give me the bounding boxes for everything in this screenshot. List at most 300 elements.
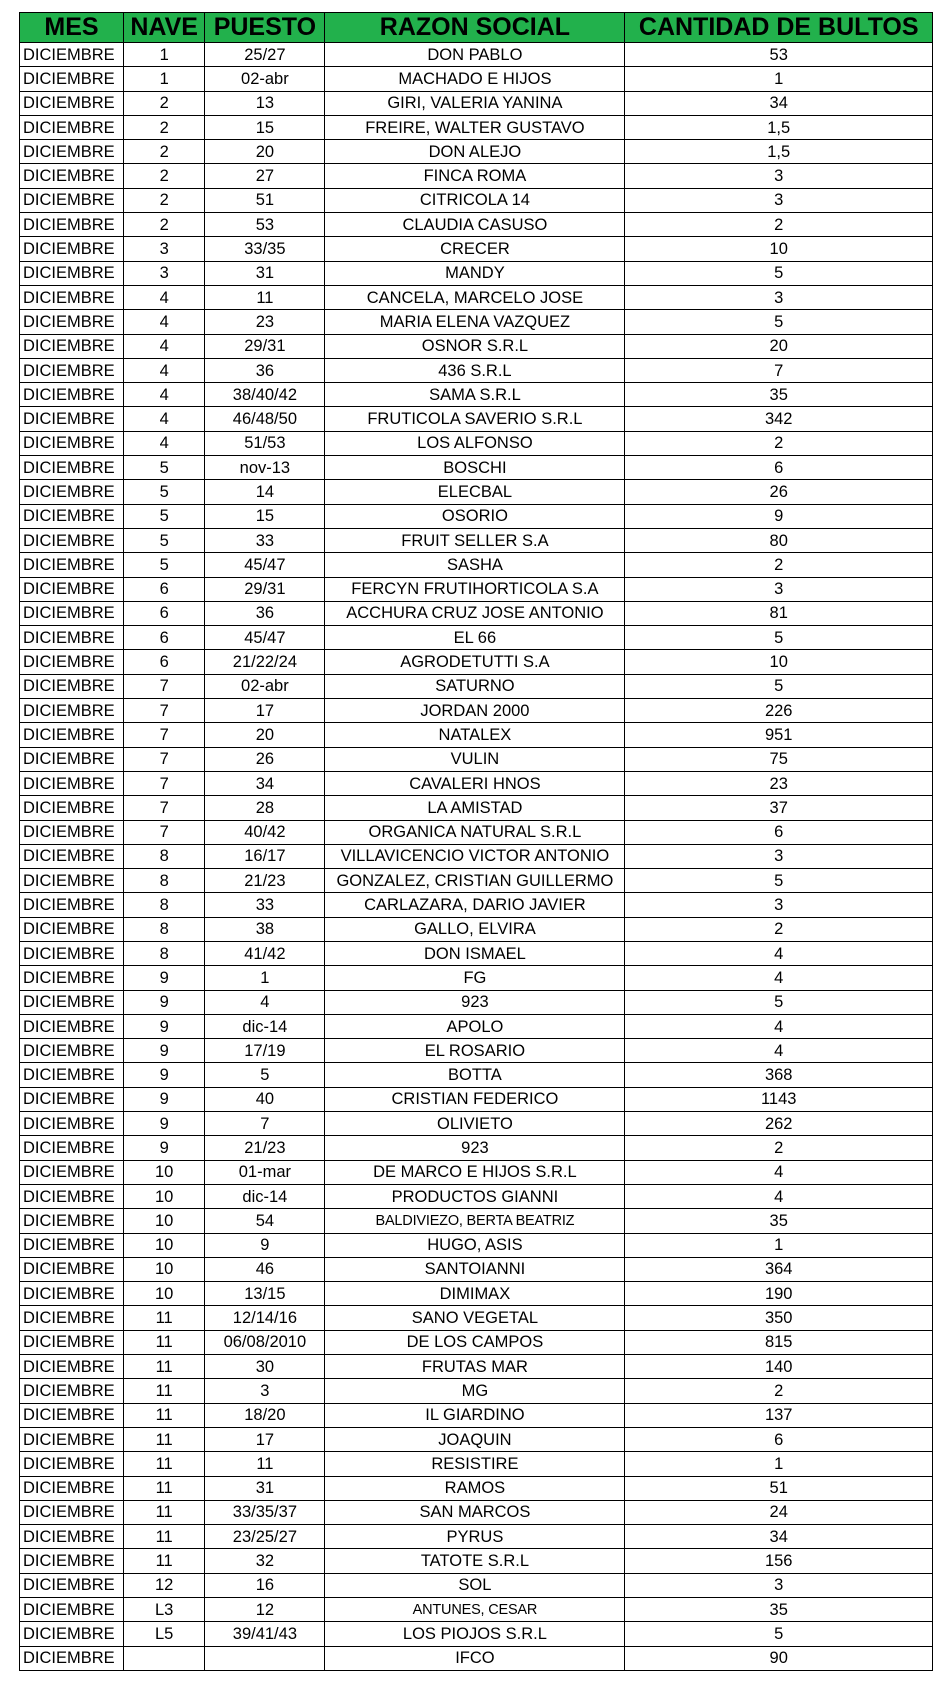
puesto-cell[interactable]: 46/48/50: [205, 407, 325, 431]
razon-social-cell[interactable]: DON ALEJO: [325, 140, 625, 164]
cantidad-cell[interactable]: 53: [625, 43, 933, 67]
mes-cell[interactable]: DICIEMBRE: [20, 261, 124, 285]
cantidad-cell[interactable]: 10: [625, 650, 933, 674]
puesto-cell[interactable]: 02-abr: [205, 674, 325, 698]
nave-cell[interactable]: 7: [123, 796, 204, 820]
nave-cell[interactable]: 2: [123, 164, 204, 188]
header-cantidad-de-bultos[interactable]: CANTIDAD DE BULTOS: [625, 13, 933, 43]
nave-cell[interactable]: 6: [123, 650, 204, 674]
mes-cell[interactable]: DICIEMBRE: [20, 407, 124, 431]
cantidad-cell[interactable]: 4: [625, 1039, 933, 1063]
puesto-cell[interactable]: 53: [205, 213, 325, 237]
razon-social-cell[interactable]: DIMIMAX: [325, 1282, 625, 1306]
header-puesto[interactable]: PUESTO: [205, 13, 325, 43]
nave-cell[interactable]: 7: [123, 771, 204, 795]
cantidad-cell[interactable]: 5: [625, 1622, 933, 1646]
razon-social-cell[interactable]: FG: [325, 966, 625, 990]
cantidad-cell[interactable]: 5: [625, 990, 933, 1014]
razon-social-cell[interactable]: GONZALEZ, CRISTIAN GUILLERMO: [325, 869, 625, 893]
nave-cell[interactable]: 1: [123, 67, 204, 91]
mes-cell[interactable]: DICIEMBRE: [20, 1549, 124, 1573]
nave-cell[interactable]: 3: [123, 237, 204, 261]
puesto-cell[interactable]: 20: [205, 140, 325, 164]
nave-cell[interactable]: 11: [123, 1355, 204, 1379]
cantidad-cell[interactable]: 2: [625, 431, 933, 455]
cantidad-cell[interactable]: 3: [625, 164, 933, 188]
cantidad-cell[interactable]: 5: [625, 674, 933, 698]
nave-cell[interactable]: 4: [123, 407, 204, 431]
cantidad-cell[interactable]: 1,5: [625, 140, 933, 164]
cantidad-cell[interactable]: 35: [625, 1598, 933, 1622]
razon-social-cell[interactable]: FERCYN FRUTIHORTICOLA S.A: [325, 577, 625, 601]
nave-cell[interactable]: 9: [123, 1014, 204, 1038]
razon-social-cell[interactable]: BOSCHI: [325, 456, 625, 480]
nave-cell[interactable]: 4: [123, 431, 204, 455]
cantidad-cell[interactable]: 262: [625, 1112, 933, 1136]
nave-cell[interactable]: 2: [123, 115, 204, 139]
mes-cell[interactable]: DICIEMBRE: [20, 1306, 124, 1330]
cantidad-cell[interactable]: 4: [625, 1184, 933, 1208]
razon-social-cell[interactable]: RESISTIRE: [325, 1452, 625, 1476]
puesto-cell[interactable]: 17/19: [205, 1039, 325, 1063]
cantidad-cell[interactable]: 6: [625, 1427, 933, 1451]
cantidad-cell[interactable]: 137: [625, 1403, 933, 1427]
cantidad-cell[interactable]: 190: [625, 1282, 933, 1306]
header-nave[interactable]: NAVE: [123, 13, 204, 43]
razon-social-cell[interactable]: SANO VEGETAL: [325, 1306, 625, 1330]
razon-social-cell[interactable]: PRODUCTOS GIANNI: [325, 1184, 625, 1208]
cantidad-cell[interactable]: 2: [625, 1136, 933, 1160]
razon-social-cell[interactable]: SAMA S.R.L: [325, 383, 625, 407]
mes-cell[interactable]: DICIEMBRE: [20, 1646, 124, 1670]
mes-cell[interactable]: DICIEMBRE: [20, 1525, 124, 1549]
mes-cell[interactable]: DICIEMBRE: [20, 1087, 124, 1111]
mes-cell[interactable]: DICIEMBRE: [20, 820, 124, 844]
puesto-cell[interactable]: 33/35: [205, 237, 325, 261]
puesto-cell[interactable]: 14: [205, 480, 325, 504]
puesto-cell[interactable]: 17: [205, 1427, 325, 1451]
razon-social-cell[interactable]: SASHA: [325, 553, 625, 577]
mes-cell[interactable]: DICIEMBRE: [20, 796, 124, 820]
razon-social-cell[interactable]: 923: [325, 990, 625, 1014]
puesto-cell[interactable]: 1: [205, 966, 325, 990]
razon-social-cell[interactable]: BOTTA: [325, 1063, 625, 1087]
cantidad-cell[interactable]: 226: [625, 699, 933, 723]
mes-cell[interactable]: DICIEMBRE: [20, 1452, 124, 1476]
mes-cell[interactable]: DICIEMBRE: [20, 1112, 124, 1136]
razon-social-cell[interactable]: PYRUS: [325, 1525, 625, 1549]
razon-social-cell[interactable]: FRUIT SELLER S.A: [325, 528, 625, 552]
puesto-cell[interactable]: 20: [205, 723, 325, 747]
razon-social-cell[interactable]: CRECER: [325, 237, 625, 261]
puesto-cell[interactable]: 21/23: [205, 869, 325, 893]
puesto-cell[interactable]: 28: [205, 796, 325, 820]
razon-social-cell[interactable]: EL ROSARIO: [325, 1039, 625, 1063]
nave-cell[interactable]: 11: [123, 1549, 204, 1573]
cantidad-cell[interactable]: 5: [625, 869, 933, 893]
mes-cell[interactable]: DICIEMBRE: [20, 480, 124, 504]
mes-cell[interactable]: DICIEMBRE: [20, 917, 124, 941]
nave-cell[interactable]: 8: [123, 941, 204, 965]
nave-cell[interactable]: L5: [123, 1622, 204, 1646]
nave-cell[interactable]: 11: [123, 1379, 204, 1403]
nave-cell[interactable]: 9: [123, 1112, 204, 1136]
nave-cell[interactable]: [123, 1646, 204, 1670]
nave-cell[interactable]: 4: [123, 358, 204, 382]
puesto-cell[interactable]: 3: [205, 1379, 325, 1403]
nave-cell[interactable]: 2: [123, 213, 204, 237]
cantidad-cell[interactable]: 34: [625, 91, 933, 115]
cantidad-cell[interactable]: 1: [625, 67, 933, 91]
mes-cell[interactable]: DICIEMBRE: [20, 1136, 124, 1160]
razon-social-cell[interactable]: SATURNO: [325, 674, 625, 698]
nave-cell[interactable]: 10: [123, 1282, 204, 1306]
puesto-cell[interactable]: 11: [205, 285, 325, 309]
nave-cell[interactable]: 7: [123, 723, 204, 747]
razon-social-cell[interactable]: ELECBAL: [325, 480, 625, 504]
mes-cell[interactable]: DICIEMBRE: [20, 1427, 124, 1451]
cantidad-cell[interactable]: 2: [625, 553, 933, 577]
mes-cell[interactable]: DICIEMBRE: [20, 941, 124, 965]
razon-social-cell[interactable]: BALDIVIEZO, BERTA BEATRIZ: [325, 1209, 625, 1233]
mes-cell[interactable]: DICIEMBRE: [20, 1014, 124, 1038]
razon-social-cell[interactable]: 923: [325, 1136, 625, 1160]
nave-cell[interactable]: 8: [123, 893, 204, 917]
puesto-cell[interactable]: dic-14: [205, 1184, 325, 1208]
mes-cell[interactable]: DICIEMBRE: [20, 1282, 124, 1306]
razon-social-cell[interactable]: 436 S.R.L: [325, 358, 625, 382]
mes-cell[interactable]: DICIEMBRE: [20, 699, 124, 723]
cantidad-cell[interactable]: 6: [625, 456, 933, 480]
puesto-cell[interactable]: 51: [205, 188, 325, 212]
cantidad-cell[interactable]: 80: [625, 528, 933, 552]
razon-social-cell[interactable]: HUGO, ASIS: [325, 1233, 625, 1257]
razon-social-cell[interactable]: DON PABLO: [325, 43, 625, 67]
puesto-cell[interactable]: 15: [205, 504, 325, 528]
puesto-cell[interactable]: 29/31: [205, 577, 325, 601]
mes-cell[interactable]: DICIEMBRE: [20, 601, 124, 625]
cantidad-cell[interactable]: 4: [625, 1014, 933, 1038]
puesto-cell[interactable]: 27: [205, 164, 325, 188]
mes-cell[interactable]: DICIEMBRE: [20, 310, 124, 334]
nave-cell[interactable]: 8: [123, 844, 204, 868]
mes-cell[interactable]: DICIEMBRE: [20, 334, 124, 358]
mes-cell[interactable]: DICIEMBRE: [20, 140, 124, 164]
puesto-cell[interactable]: 23/25/27: [205, 1525, 325, 1549]
mes-cell[interactable]: DICIEMBRE: [20, 577, 124, 601]
mes-cell[interactable]: DICIEMBRE: [20, 91, 124, 115]
mes-cell[interactable]: DICIEMBRE: [20, 1500, 124, 1524]
mes-cell[interactable]: DICIEMBRE: [20, 431, 124, 455]
razon-social-cell[interactable]: LOS PIOJOS S.R.L: [325, 1622, 625, 1646]
puesto-cell[interactable]: 33/35/37: [205, 1500, 325, 1524]
cantidad-cell[interactable]: 3: [625, 1573, 933, 1597]
puesto-cell[interactable]: [205, 1646, 325, 1670]
puesto-cell[interactable]: 5: [205, 1063, 325, 1087]
razon-social-cell[interactable]: VILLAVICENCIO VICTOR ANTONIO: [325, 844, 625, 868]
mes-cell[interactable]: DICIEMBRE: [20, 893, 124, 917]
cantidad-cell[interactable]: 1: [625, 1452, 933, 1476]
puesto-cell[interactable]: 51/53: [205, 431, 325, 455]
cantidad-cell[interactable]: 81: [625, 601, 933, 625]
razon-social-cell[interactable]: GALLO, ELVIRA: [325, 917, 625, 941]
cantidad-cell[interactable]: 51: [625, 1476, 933, 1500]
mes-cell[interactable]: DICIEMBRE: [20, 67, 124, 91]
razon-social-cell[interactable]: CRISTIAN FEDERICO: [325, 1087, 625, 1111]
razon-social-cell[interactable]: CLAUDIA CASUSO: [325, 213, 625, 237]
puesto-cell[interactable]: 16: [205, 1573, 325, 1597]
mes-cell[interactable]: DICIEMBRE: [20, 1233, 124, 1257]
razon-social-cell[interactable]: MANDY: [325, 261, 625, 285]
nave-cell[interactable]: 8: [123, 917, 204, 941]
puesto-cell[interactable]: dic-14: [205, 1014, 325, 1038]
puesto-cell[interactable]: 13/15: [205, 1282, 325, 1306]
mes-cell[interactable]: DICIEMBRE: [20, 844, 124, 868]
nave-cell[interactable]: 11: [123, 1525, 204, 1549]
cantidad-cell[interactable]: 5: [625, 261, 933, 285]
nave-cell[interactable]: 10: [123, 1233, 204, 1257]
nave-cell[interactable]: 11: [123, 1476, 204, 1500]
mes-cell[interactable]: DICIEMBRE: [20, 164, 124, 188]
cantidad-cell[interactable]: 23: [625, 771, 933, 795]
razon-social-cell[interactable]: MARIA ELENA VAZQUEZ: [325, 310, 625, 334]
cantidad-cell[interactable]: 342: [625, 407, 933, 431]
nave-cell[interactable]: 10: [123, 1209, 204, 1233]
razon-social-cell[interactable]: ORGANICA NATURAL S.R.L: [325, 820, 625, 844]
puesto-cell[interactable]: 13: [205, 91, 325, 115]
puesto-cell[interactable]: 30: [205, 1355, 325, 1379]
razon-social-cell[interactable]: FRUTICOLA SAVERIO S.R.L: [325, 407, 625, 431]
nave-cell[interactable]: 1: [123, 43, 204, 67]
razon-social-cell[interactable]: OSORIO: [325, 504, 625, 528]
cantidad-cell[interactable]: 37: [625, 796, 933, 820]
nave-cell[interactable]: 3: [123, 261, 204, 285]
mes-cell[interactable]: DICIEMBRE: [20, 1476, 124, 1500]
cantidad-cell[interactable]: 364: [625, 1257, 933, 1281]
puesto-cell[interactable]: 01-mar: [205, 1160, 325, 1184]
cantidad-cell[interactable]: 9: [625, 504, 933, 528]
nave-cell[interactable]: 7: [123, 747, 204, 771]
puesto-cell[interactable]: 26: [205, 747, 325, 771]
puesto-cell[interactable]: 15: [205, 115, 325, 139]
nave-cell[interactable]: 9: [123, 1136, 204, 1160]
puesto-cell[interactable]: 41/42: [205, 941, 325, 965]
razon-social-cell[interactable]: GIRI, VALERIA YANINA: [325, 91, 625, 115]
cantidad-cell[interactable]: 368: [625, 1063, 933, 1087]
nave-cell[interactable]: 4: [123, 334, 204, 358]
razon-social-cell[interactable]: FREIRE, WALTER GUSTAVO: [325, 115, 625, 139]
mes-cell[interactable]: DICIEMBRE: [20, 990, 124, 1014]
razon-social-cell[interactable]: IL GIARDINO: [325, 1403, 625, 1427]
cantidad-cell[interactable]: 4: [625, 941, 933, 965]
header-razon-social[interactable]: RAZON SOCIAL: [325, 13, 625, 43]
nave-cell[interactable]: 4: [123, 383, 204, 407]
mes-cell[interactable]: DICIEMBRE: [20, 504, 124, 528]
nave-cell[interactable]: 11: [123, 1452, 204, 1476]
puesto-cell[interactable]: 31: [205, 1476, 325, 1500]
razon-social-cell[interactable]: CAVALERI HNOS: [325, 771, 625, 795]
razon-social-cell[interactable]: CARLAZARA, DARIO JAVIER: [325, 893, 625, 917]
mes-cell[interactable]: DICIEMBRE: [20, 1598, 124, 1622]
nave-cell[interactable]: 5: [123, 480, 204, 504]
cantidad-cell[interactable]: 2: [625, 213, 933, 237]
puesto-cell[interactable]: 12/14/16: [205, 1306, 325, 1330]
cantidad-cell[interactable]: 3: [625, 285, 933, 309]
nave-cell[interactable]: 8: [123, 869, 204, 893]
nave-cell[interactable]: 9: [123, 966, 204, 990]
nave-cell[interactable]: 10: [123, 1184, 204, 1208]
cantidad-cell[interactable]: 5: [625, 310, 933, 334]
razon-social-cell[interactable]: SANTOIANNI: [325, 1257, 625, 1281]
mes-cell[interactable]: DICIEMBRE: [20, 650, 124, 674]
razon-social-cell[interactable]: DE MARCO E HIJOS S.R.L: [325, 1160, 625, 1184]
mes-cell[interactable]: DICIEMBRE: [20, 1622, 124, 1646]
puesto-cell[interactable]: 40/42: [205, 820, 325, 844]
razon-social-cell[interactable]: OLIVIETO: [325, 1112, 625, 1136]
razon-social-cell[interactable]: IFCO: [325, 1646, 625, 1670]
nave-cell[interactable]: 6: [123, 626, 204, 650]
nave-cell[interactable]: 6: [123, 577, 204, 601]
cantidad-cell[interactable]: 24: [625, 1500, 933, 1524]
nave-cell[interactable]: 4: [123, 310, 204, 334]
cantidad-cell[interactable]: 2: [625, 917, 933, 941]
nave-cell[interactable]: 2: [123, 140, 204, 164]
cantidad-cell[interactable]: 1143: [625, 1087, 933, 1111]
mes-cell[interactable]: DICIEMBRE: [20, 528, 124, 552]
mes-cell[interactable]: DICIEMBRE: [20, 456, 124, 480]
razon-social-cell[interactable]: CANCELA, MARCELO JOSE: [325, 285, 625, 309]
mes-cell[interactable]: DICIEMBRE: [20, 1573, 124, 1597]
nave-cell[interactable]: 5: [123, 504, 204, 528]
nave-cell[interactable]: 11: [123, 1403, 204, 1427]
puesto-cell[interactable]: 33: [205, 893, 325, 917]
puesto-cell[interactable]: 29/31: [205, 334, 325, 358]
puesto-cell[interactable]: 54: [205, 1209, 325, 1233]
nave-cell[interactable]: 2: [123, 91, 204, 115]
mes-cell[interactable]: DICIEMBRE: [20, 188, 124, 212]
puesto-cell[interactable]: 34: [205, 771, 325, 795]
mes-cell[interactable]: DICIEMBRE: [20, 1379, 124, 1403]
nave-cell[interactable]: 6: [123, 601, 204, 625]
razon-social-cell[interactable]: DE LOS CAMPOS: [325, 1330, 625, 1354]
mes-cell[interactable]: DICIEMBRE: [20, 1039, 124, 1063]
mes-cell[interactable]: DICIEMBRE: [20, 358, 124, 382]
mes-cell[interactable]: DICIEMBRE: [20, 771, 124, 795]
mes-cell[interactable]: DICIEMBRE: [20, 1330, 124, 1354]
razon-social-cell[interactable]: AGRODETUTTI S.A: [325, 650, 625, 674]
razon-social-cell[interactable]: SOL: [325, 1573, 625, 1597]
nave-cell[interactable]: L3: [123, 1598, 204, 1622]
cantidad-cell[interactable]: 75: [625, 747, 933, 771]
puesto-cell[interactable]: 11: [205, 1452, 325, 1476]
mes-cell[interactable]: DICIEMBRE: [20, 43, 124, 67]
mes-cell[interactable]: DICIEMBRE: [20, 237, 124, 261]
mes-cell[interactable]: DICIEMBRE: [20, 1403, 124, 1427]
mes-cell[interactable]: DICIEMBRE: [20, 213, 124, 237]
puesto-cell[interactable]: 32: [205, 1549, 325, 1573]
mes-cell[interactable]: DICIEMBRE: [20, 869, 124, 893]
nave-cell[interactable]: 12: [123, 1573, 204, 1597]
nave-cell[interactable]: 4: [123, 285, 204, 309]
nave-cell[interactable]: 11: [123, 1500, 204, 1524]
puesto-cell[interactable]: 12: [205, 1598, 325, 1622]
cantidad-cell[interactable]: 3: [625, 577, 933, 601]
puesto-cell[interactable]: 06/08/2010: [205, 1330, 325, 1354]
cantidad-cell[interactable]: 90: [625, 1646, 933, 1670]
razon-social-cell[interactable]: CITRICOLA 14: [325, 188, 625, 212]
cantidad-cell[interactable]: 7: [625, 358, 933, 382]
puesto-cell[interactable]: 39/41/43: [205, 1622, 325, 1646]
cantidad-cell[interactable]: 815: [625, 1330, 933, 1354]
nave-cell[interactable]: 7: [123, 820, 204, 844]
mes-cell[interactable]: DICIEMBRE: [20, 674, 124, 698]
puesto-cell[interactable]: 46: [205, 1257, 325, 1281]
razon-social-cell[interactable]: ACCHURA CRUZ JOSE ANTONIO: [325, 601, 625, 625]
puesto-cell[interactable]: 21/23: [205, 1136, 325, 1160]
nave-cell[interactable]: 7: [123, 699, 204, 723]
cantidad-cell[interactable]: 951: [625, 723, 933, 747]
puesto-cell[interactable]: 7: [205, 1112, 325, 1136]
nave-cell[interactable]: 9: [123, 1087, 204, 1111]
razon-social-cell[interactable]: NATALEX: [325, 723, 625, 747]
cantidad-cell[interactable]: 4: [625, 966, 933, 990]
cantidad-cell[interactable]: 6: [625, 820, 933, 844]
razon-social-cell[interactable]: JORDAN 2000: [325, 699, 625, 723]
puesto-cell[interactable]: nov-13: [205, 456, 325, 480]
nave-cell[interactable]: 11: [123, 1330, 204, 1354]
nave-cell[interactable]: 11: [123, 1427, 204, 1451]
puesto-cell[interactable]: 21/22/24: [205, 650, 325, 674]
puesto-cell[interactable]: 40: [205, 1087, 325, 1111]
mes-cell[interactable]: DICIEMBRE: [20, 383, 124, 407]
razon-social-cell[interactable]: TATOTE S.R.L: [325, 1549, 625, 1573]
puesto-cell[interactable]: 36: [205, 601, 325, 625]
puesto-cell[interactable]: 02-abr: [205, 67, 325, 91]
cantidad-cell[interactable]: 20: [625, 334, 933, 358]
cantidad-cell[interactable]: 156: [625, 1549, 933, 1573]
razon-social-cell[interactable]: VULIN: [325, 747, 625, 771]
mes-cell[interactable]: DICIEMBRE: [20, 1063, 124, 1087]
cantidad-cell[interactable]: 35: [625, 383, 933, 407]
nave-cell[interactable]: 10: [123, 1160, 204, 1184]
nave-cell[interactable]: 9: [123, 990, 204, 1014]
razon-social-cell[interactable]: EL 66: [325, 626, 625, 650]
puesto-cell[interactable]: 45/47: [205, 626, 325, 650]
cantidad-cell[interactable]: 3: [625, 893, 933, 917]
mes-cell[interactable]: DICIEMBRE: [20, 626, 124, 650]
razon-social-cell[interactable]: RAMOS: [325, 1476, 625, 1500]
mes-cell[interactable]: DICIEMBRE: [20, 1355, 124, 1379]
nave-cell[interactable]: 11: [123, 1306, 204, 1330]
puesto-cell[interactable]: 31: [205, 261, 325, 285]
puesto-cell[interactable]: 16/17: [205, 844, 325, 868]
puesto-cell[interactable]: 23: [205, 310, 325, 334]
nave-cell[interactable]: 5: [123, 553, 204, 577]
cantidad-cell[interactable]: 1,5: [625, 115, 933, 139]
cantidad-cell[interactable]: 26: [625, 480, 933, 504]
mes-cell[interactable]: DICIEMBRE: [20, 1160, 124, 1184]
mes-cell[interactable]: DICIEMBRE: [20, 966, 124, 990]
puesto-cell[interactable]: 33: [205, 528, 325, 552]
puesto-cell[interactable]: 9: [205, 1233, 325, 1257]
razon-social-cell[interactable]: LA AMISTAD: [325, 796, 625, 820]
cantidad-cell[interactable]: 140: [625, 1355, 933, 1379]
cantidad-cell[interactable]: 3: [625, 844, 933, 868]
cantidad-cell[interactable]: 350: [625, 1306, 933, 1330]
nave-cell[interactable]: 5: [123, 528, 204, 552]
razon-social-cell[interactable]: OSNOR S.R.L: [325, 334, 625, 358]
cantidad-cell[interactable]: 4: [625, 1160, 933, 1184]
